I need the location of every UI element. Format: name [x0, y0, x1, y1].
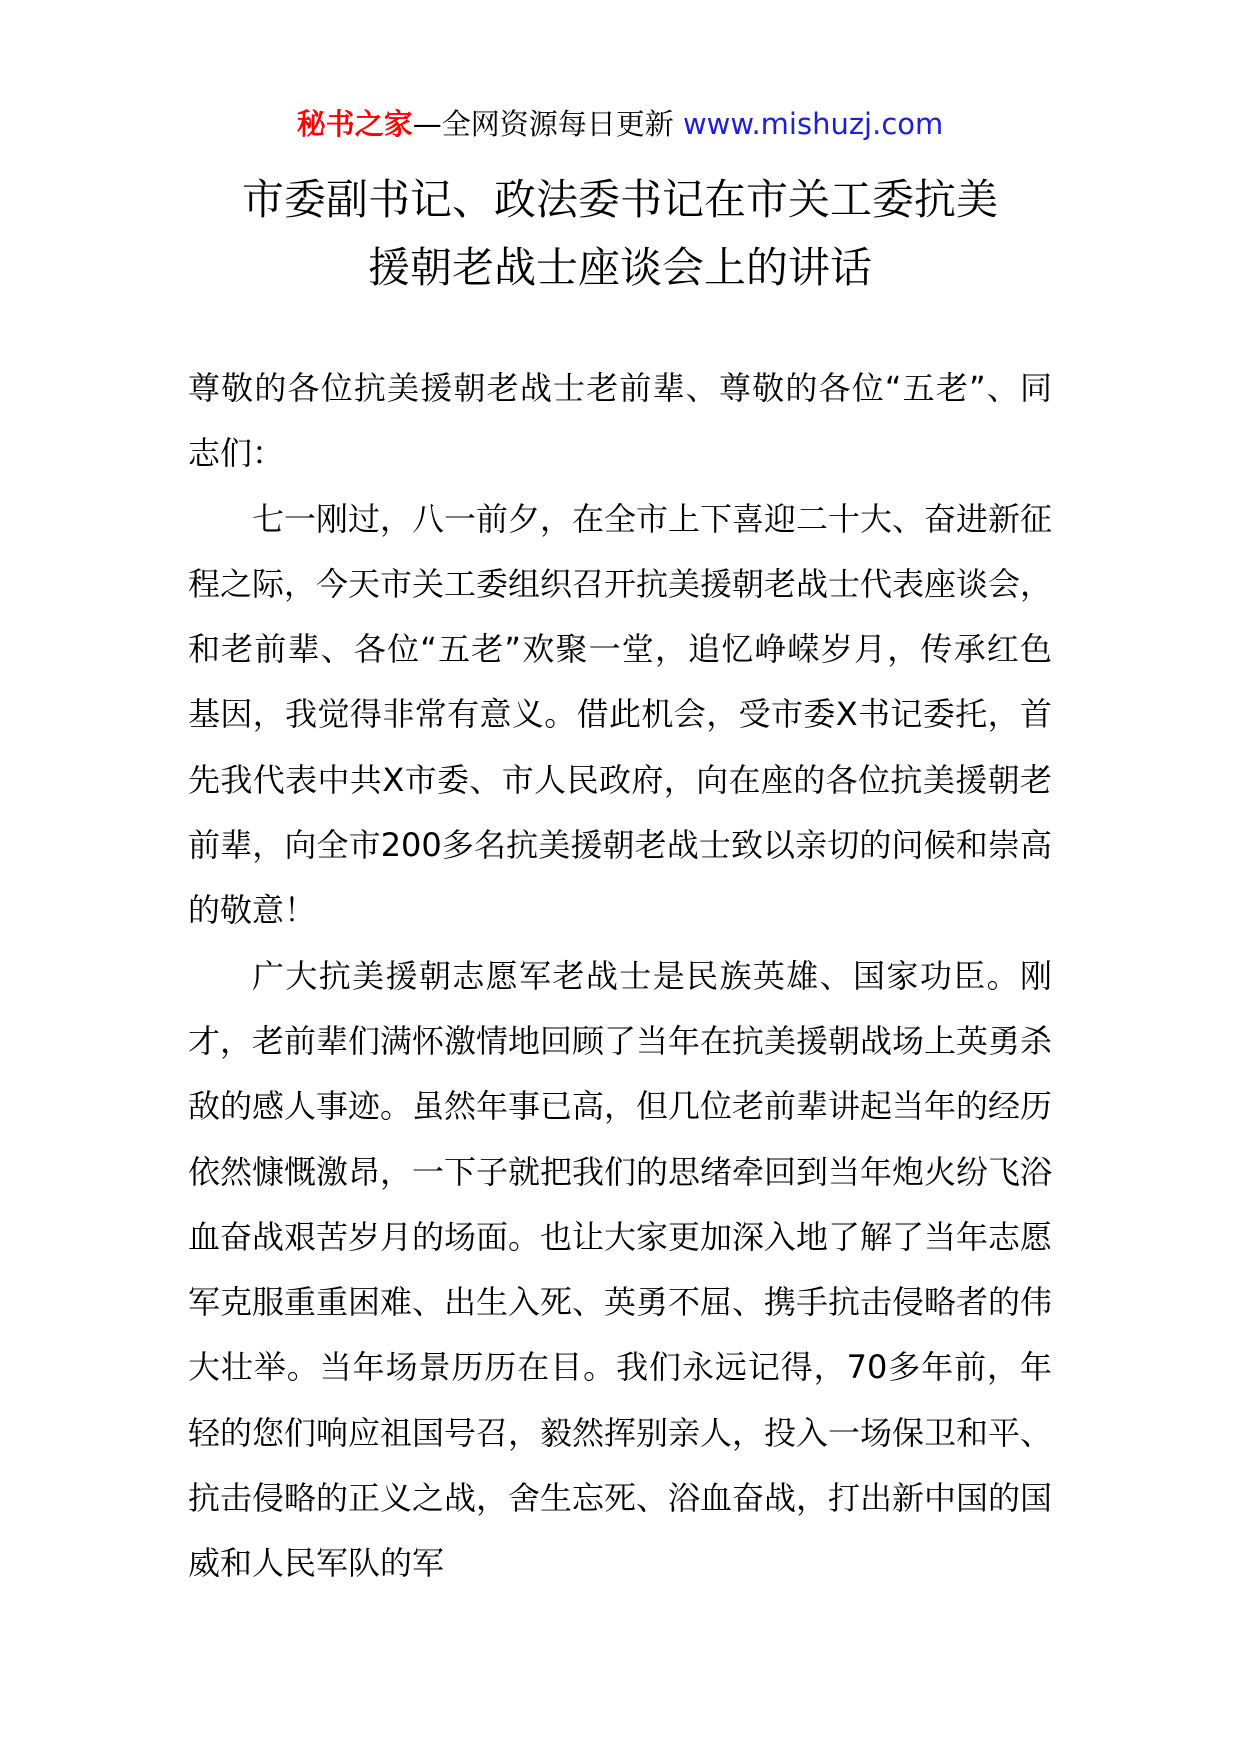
paragraph-1: 七一刚过，八一前夕，在全市上下喜迎二十大、奋进新征程之际，今天市关工委组织召开抗美援朝老战士代表座谈会，和老前辈、各位“五老”欢聚一堂，追忆峥嵘岁月，传承红色基因，我觉得非常有意义。借此机会，受市委X书记委托，首先我代表中共X市委、市人民政府，向在座的各位抗美援朝老前辈，向全市200多名抗美援朝老战士致以亲切的问候和崇高的敬意！ — [188, 499, 1053, 930]
document-title — [0, 166, 1240, 302]
site-url[interactable]: www.mishuzj.com — [682, 107, 944, 141]
document-body — [188, 356, 1052, 1597]
header-tagline: —全网资源每日更新 — [412, 107, 674, 141]
title-line-1: 市委副书记、政法委书记在市关工委抗美 — [241, 175, 998, 224]
brand-name: 秘书之家 — [296, 107, 413, 141]
title-line-2: 援朝老战士座谈会上的讲话 — [367, 243, 872, 292]
site-header — [0, 100, 1240, 148]
salutation: 尊敬的各位抗美援朝老战士老前辈、尊敬的各位“五老”、同志们： — [188, 369, 1052, 473]
paragraph-2: 广大抗美援朝志愿军老战士是民族英雄、国家功臣。刚才，老前辈们满怀激情地回顾了当年在抗美援朝战场上英勇杀敌的感人事迹。虽然年事已高，但几位老前辈讲起当年的经历依然慷慨激昂，一下子就把我们的思绪牵回到当年炮火纷飞浴血奋战艰苦岁月的场面。也让大家更加深入地了解了当年志愿军克服重重困难、出生入死、英勇不屈、携手抗击侵略者的伟大壮举。当年场景历历在目。我们永远记得，70多年前，年轻的您们响应祖国号召，毅然挥别亲人，投入一场保卫和平、抗击侵略的正义之战，舍生忘死、浴血奋战，打出新中国的国威和人民军队的军 — [188, 956, 1053, 1583]
